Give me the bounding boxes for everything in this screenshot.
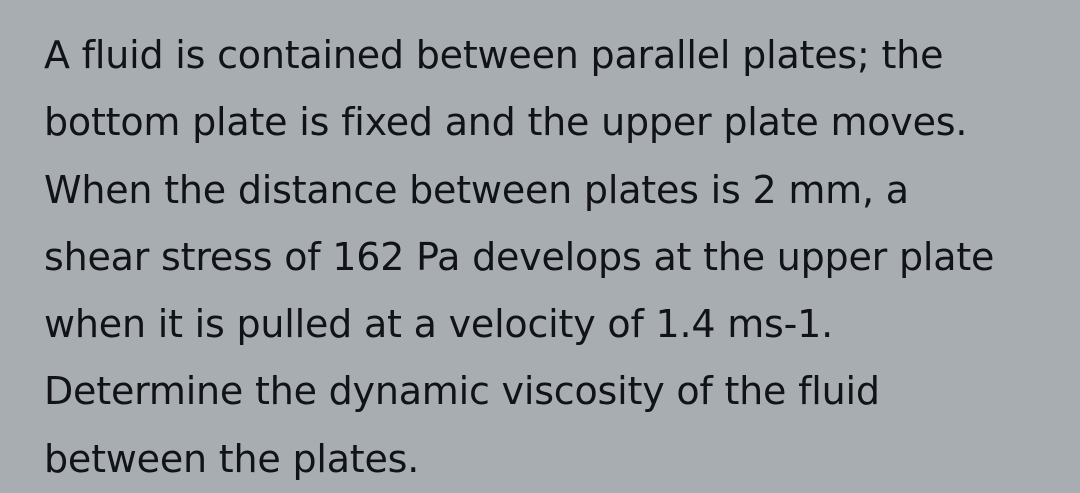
question-line-7: between the plates. — [44, 436, 420, 481]
question-line-6: Determine the dynamic viscosity of the fluid — [44, 369, 880, 414]
question-line-5: when it is pulled at a velocity of 1.4 ms-1. — [44, 302, 833, 347]
question-line-1: A fluid is contained between parallel plates; the — [44, 33, 944, 77]
question-line-4: shear stress of 162 Pa develops at the upper plate — [44, 234, 995, 279]
question-line-2: bottom plate is fixed and the upper plate moves. — [44, 100, 968, 145]
question-text-block — [44, 22, 994, 493]
question-line-3: When the distance between plates is 2 mm, a — [44, 167, 909, 212]
